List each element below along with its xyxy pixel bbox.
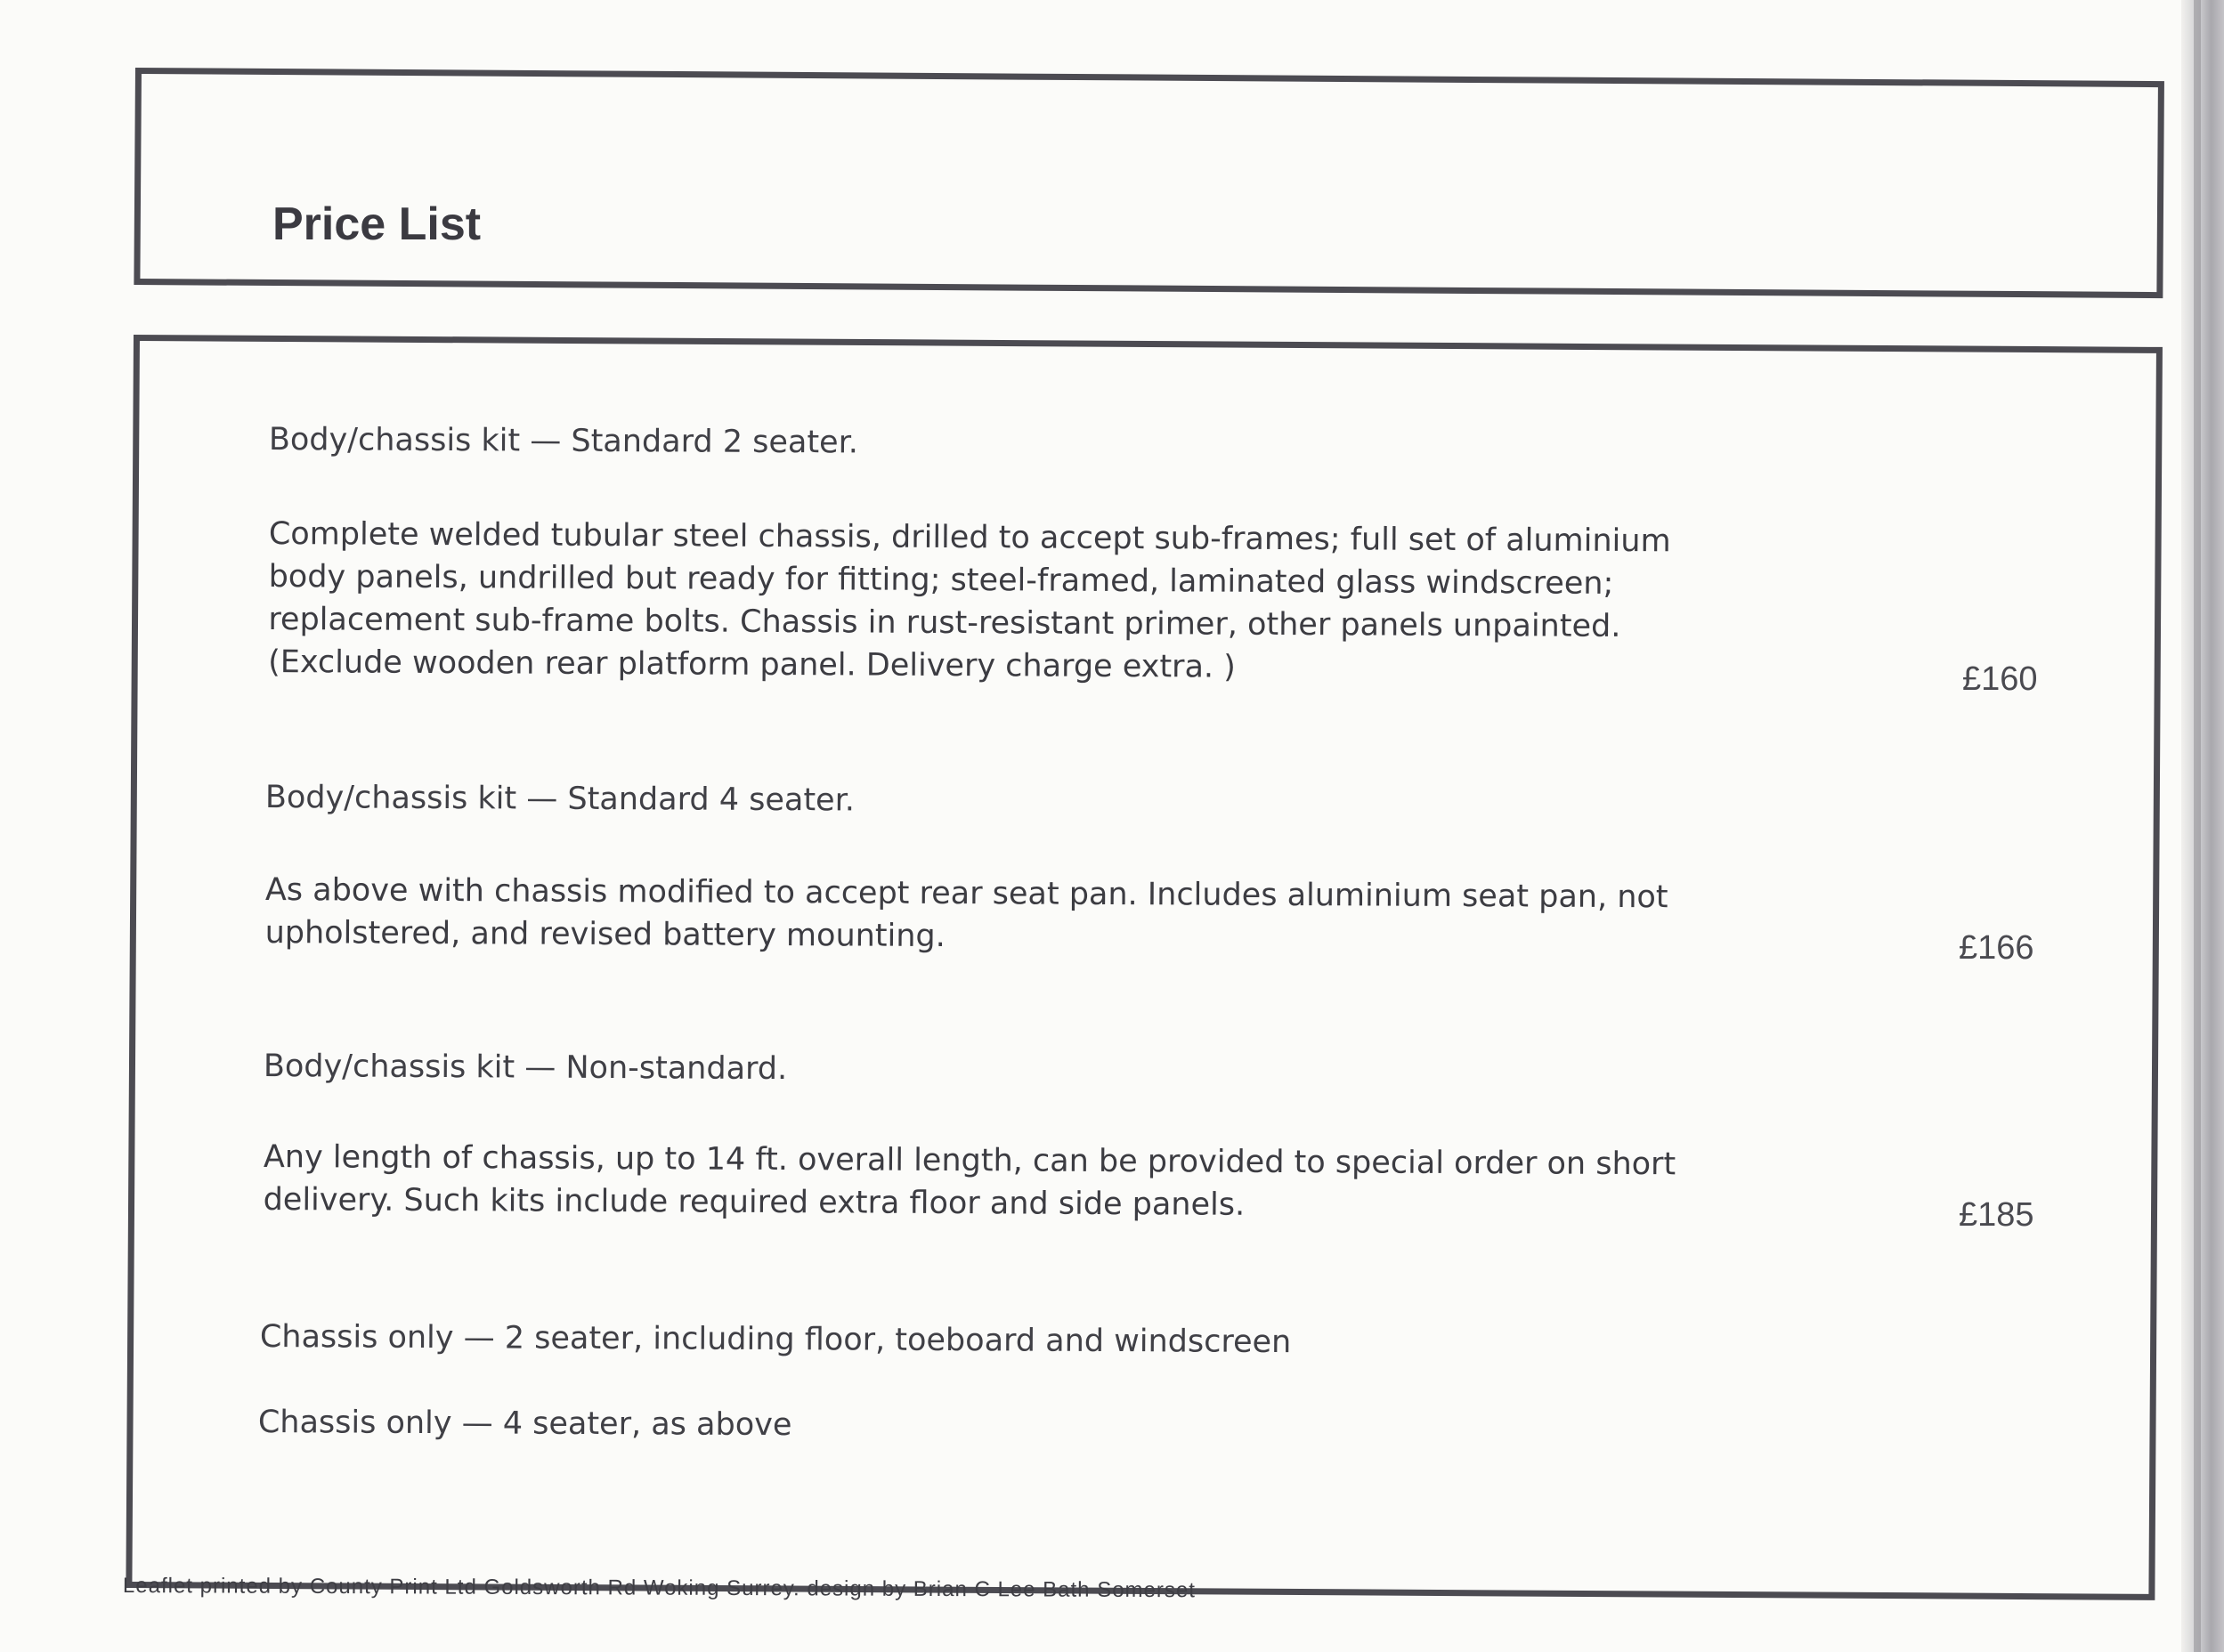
item-description: As above with chassis modified to accept rear seat pan. Includes aluminium seat pan, not upholstered, and revised battery mounting.: [264, 871, 1668, 955]
item-title: Body/chassis kit — Standard 4 seater.: [264, 780, 856, 819]
item-title: Body/chassis kit — Standard 2 seater.: [268, 421, 859, 461]
page-title: Price List: [272, 198, 482, 250]
item-title: Chassis only — 2 seater, including floor, toeboard and windscreen: [259, 1319, 1292, 1361]
printer-credit: Leaflet printed by County Print Ltd Goldsworth Rd Woking Surrey. design by Brian C Lee Bath Somerset: [122, 1574, 1197, 1603]
item-price: £185: [1959, 1196, 2034, 1234]
title-frame: [134, 68, 2164, 298]
item-price: £160: [1962, 660, 2038, 698]
item-title: Body/chassis kit — Non-standard.: [263, 1049, 788, 1088]
page-edge-shadow: [2181, 0, 2224, 1652]
item-title: Chassis only — 4 seater, as above: [257, 1405, 792, 1444]
item-price: £166: [1959, 929, 2034, 967]
item-description: Any length of chassis, up to 14 ft. overall length, can be provided to special order on short delivery. Such kits include required extra floor and side panels.: [263, 1139, 1676, 1223]
page-edge-binding: [2194, 0, 2201, 1652]
item-description: Complete welded tubular steel chassis, drilled to accept sub-frames; full set of aluminium body panels, undrilled but ready for fitting; steel-framed, laminated glass windscreen; replacement sub-frame bolts. Chassis in rust-resistant primer, other panels unpainted. (Exclude wooden rear platform panel. Delivery charge extra. ): [268, 515, 1671, 685]
